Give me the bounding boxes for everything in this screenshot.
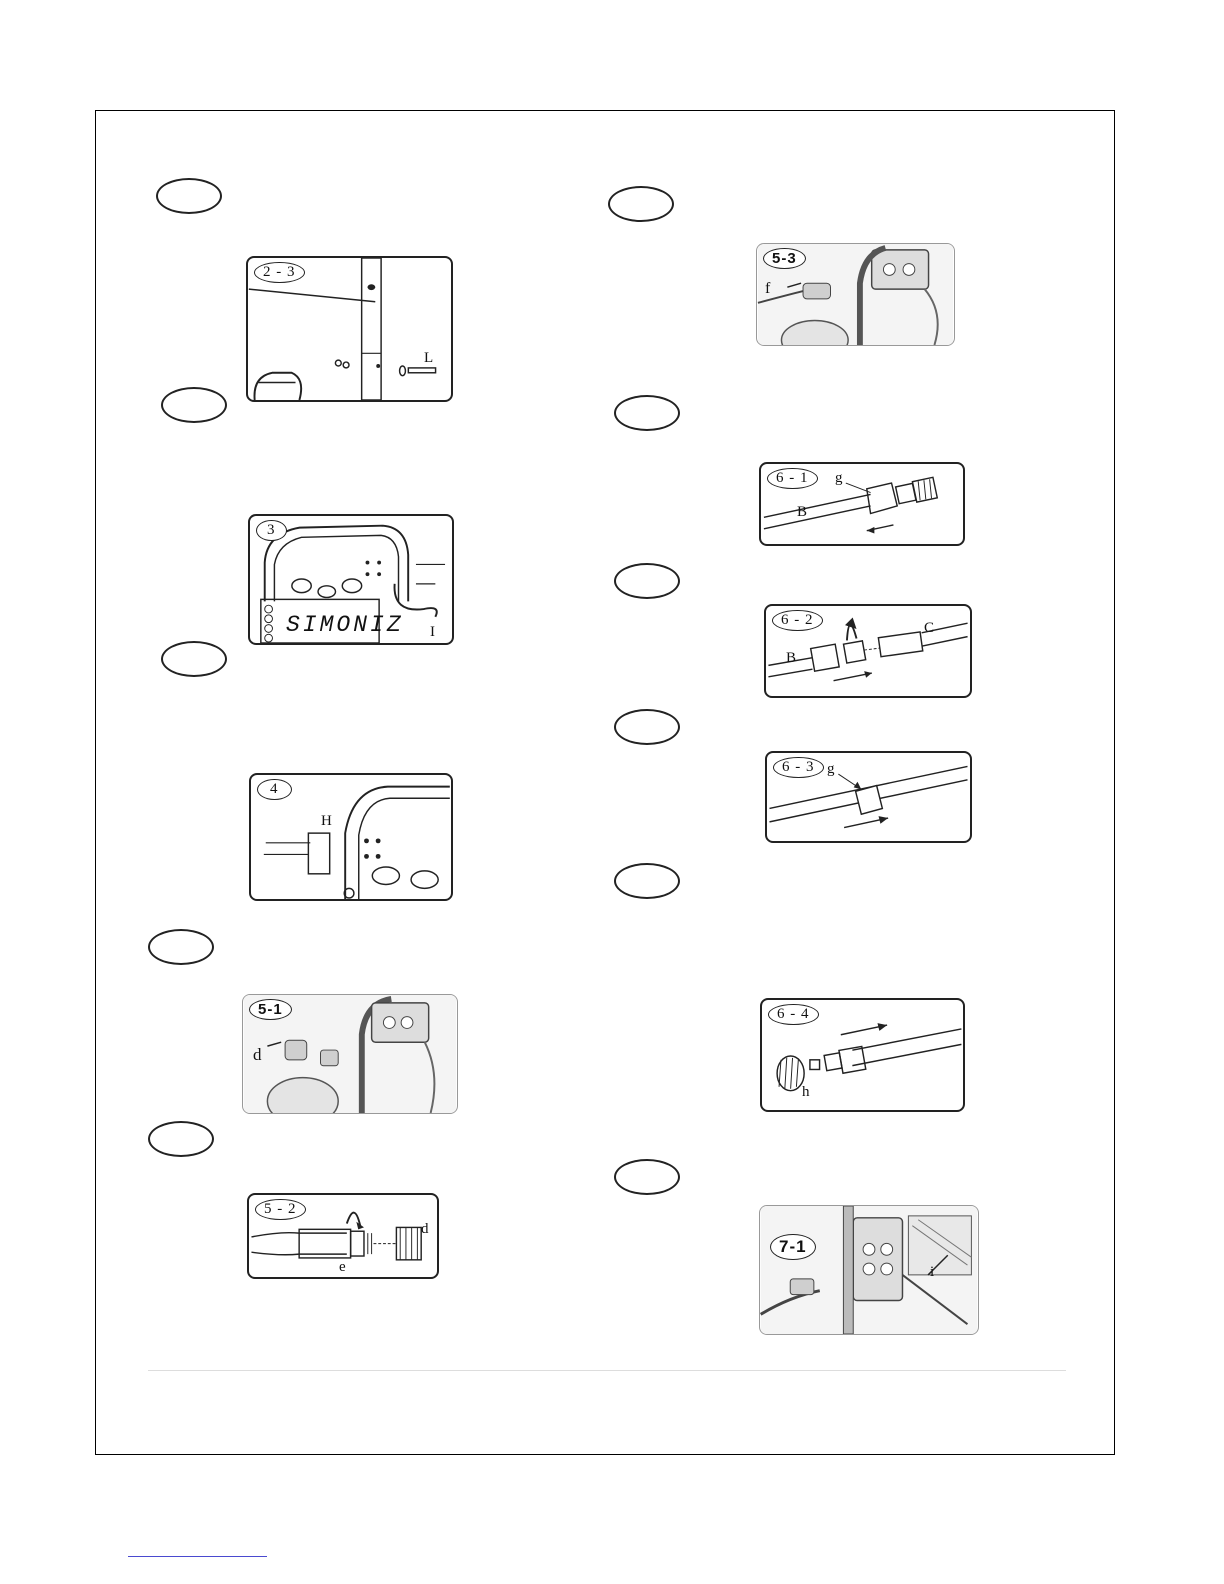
step-marker-oval — [614, 563, 680, 599]
figure-label: 5 - 2 — [255, 1199, 306, 1220]
step-marker-oval — [161, 641, 227, 677]
callout-g: g — [827, 761, 835, 777]
figure-6-2 — [764, 604, 972, 698]
callout-h: h — [802, 1084, 810, 1100]
callout-L: L — [424, 350, 434, 366]
callout-f: f — [765, 280, 771, 297]
figure-label: 6 - 4 — [768, 1004, 819, 1025]
callout-B: B — [797, 504, 808, 520]
link-underline[interactable] — [128, 1556, 267, 1557]
figure-label: 6 - 3 — [773, 757, 824, 778]
figure-label: 6 - 2 — [772, 610, 823, 631]
figure-6-1 — [759, 462, 965, 546]
figure-label: 5-1 — [249, 999, 292, 1020]
figure-label: 4 — [257, 779, 292, 800]
callout-e: e — [339, 1259, 346, 1275]
figure-label: 7-1 — [770, 1234, 816, 1260]
step-marker-oval — [614, 1159, 680, 1195]
figure-3 — [248, 514, 454, 645]
step-marker-oval — [614, 395, 680, 431]
step-marker-oval — [614, 863, 680, 899]
step-marker-oval — [156, 178, 222, 214]
callout-B: B — [786, 650, 797, 666]
callout-C: C — [924, 620, 935, 636]
brand-text: SIMONIZ — [286, 612, 404, 638]
step-marker-oval — [614, 709, 680, 745]
step-marker-oval — [148, 1121, 214, 1157]
figure-5-3 — [756, 243, 955, 346]
callout-d: d — [253, 1045, 262, 1064]
footer-rule — [148, 1370, 1066, 1371]
figure-label: 3 — [256, 520, 287, 541]
figure-5-1 — [242, 994, 458, 1114]
step-marker-oval — [148, 929, 214, 965]
figure-7-1 — [759, 1205, 979, 1335]
callout-H: H — [321, 813, 332, 829]
figure-label: 2 - 3 — [254, 262, 305, 283]
callout-d: d — [421, 1221, 429, 1237]
callout-I: I — [430, 624, 435, 640]
callout-g: g — [835, 470, 843, 486]
step-marker-oval — [161, 387, 227, 423]
figure-label: 6 - 1 — [767, 468, 818, 489]
figure-2-3 — [246, 256, 453, 402]
figure-4 — [249, 773, 453, 901]
figure-6-4 — [760, 998, 965, 1112]
step-marker-oval — [608, 186, 674, 222]
figure-5-2 — [247, 1193, 439, 1279]
figure-6-3 — [765, 751, 972, 843]
figure-label: 5-3 — [763, 248, 806, 269]
callout-i: i — [930, 1264, 935, 1280]
pump-outlet-photo — [760, 1206, 978, 1334]
